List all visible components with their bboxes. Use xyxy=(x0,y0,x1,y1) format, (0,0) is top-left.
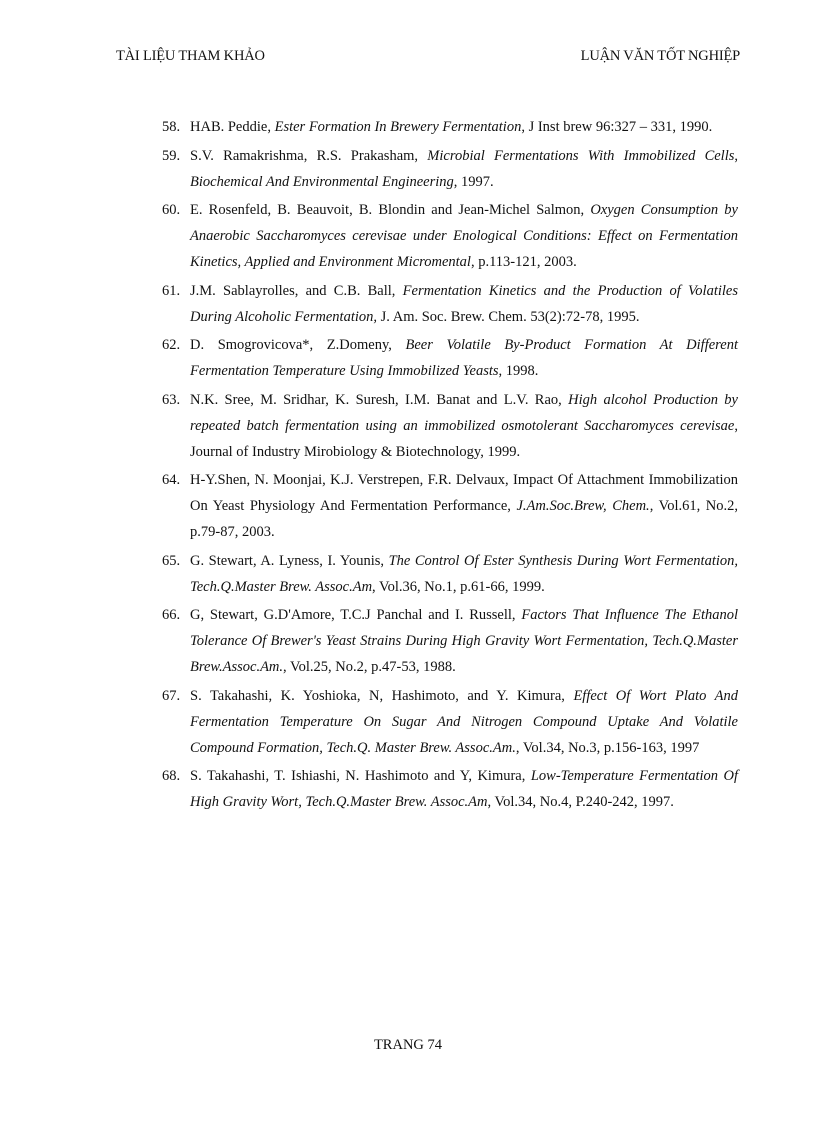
reference-title: Microbial Fermentations With Immobilized Cells xyxy=(427,147,735,164)
reference-details: , Vol.61, No.2, p.79-87, 2003. xyxy=(190,498,738,540)
reference-number: 66. xyxy=(162,607,181,623)
reference-number: 68. xyxy=(162,768,181,784)
reference-number: 65. xyxy=(162,552,181,569)
reference-item xyxy=(162,197,738,275)
reference-authors: G, Stewart, G.D'Amore, T.C.J Panchal and I. Russell, xyxy=(190,607,522,623)
reference-authors: S.V. Ramakrishma, R.S. Prakasham, xyxy=(190,147,428,164)
reference-item xyxy=(162,332,738,384)
reference-title: Fermentation Kinetics and the Production of Volatiles During Alcoholic Fermentation, xyxy=(190,282,738,325)
reference-number: 61. xyxy=(162,282,181,299)
reference-title: High alcohol Production by repeated batch fermentation using an immobilized osmotolerant Saccharomyces cerevisae xyxy=(190,391,738,434)
reference-title: J.Am.Soc.Brew, Chem. xyxy=(516,498,650,514)
reference-item xyxy=(162,278,738,330)
reference-number: 63. xyxy=(162,391,181,408)
reference-item xyxy=(162,602,738,680)
reference-authors: S. Takahashi, T. Ishiashi, N. Hashimoto and Y, Kimura, xyxy=(190,768,531,784)
reference-title: Effect Of Wort Plato And Fermentation Temperature On Sugar And Nitrogen Compound Uptake And Volatile Compound Formation, Tech.Q. Master Brew. Assoc.Am. xyxy=(190,687,738,756)
reference-separator: , xyxy=(734,147,739,164)
reference-authors: G. Stewart, A. Lyness, I. Younis, xyxy=(190,552,389,569)
reference-number: 67. xyxy=(162,687,181,704)
reference-title: Ester Formation In Brewery Fermentation xyxy=(274,119,522,135)
reference-number: 59. xyxy=(162,147,181,164)
reference-item xyxy=(162,387,738,465)
page-header xyxy=(116,48,740,70)
reference-details: , Vol.34, No.3, p.156-163, 1997 xyxy=(515,739,700,756)
reference-authors: D. Smogrovicova*, Z.Domeny, xyxy=(190,337,406,353)
reference-item xyxy=(162,763,738,815)
reference-authors: E. Rosenfeld, B. Beauvoit, B. Blondin and Jean-Michel Salmon, xyxy=(190,202,591,218)
reference-number: 60. xyxy=(162,202,181,218)
reference-details: , Vol.36, No.1, p.61-66, 1999. xyxy=(372,578,545,595)
reference-title: Factors That Influence The Ethanol Tolerance Of Brewer's Yeast Strains During High Gravity Wort Fermentation, Tech.Q.Master Brew.Assoc.Am. xyxy=(190,607,738,675)
reference-title: Beer Volatile By-Product Formation At Different Fermentation Temperature Using Immobilized Yeasts xyxy=(190,337,738,379)
reference-number: 58. xyxy=(162,119,181,135)
header-right-title: LUẬN VĂN TỐT NGHIỆP xyxy=(580,48,740,64)
reference-authors: S. Takahashi, K. Yoshioka, N, Hashimoto, and Y. Kimura, xyxy=(190,687,574,704)
header-left-title: TÀI LIỆU THAM KHẢO xyxy=(116,48,265,64)
reference-item xyxy=(162,467,738,545)
page-number: TRANG 74 xyxy=(373,1037,443,1053)
reference-title-secondary: Biochemical And Environmental Engineering xyxy=(190,173,454,190)
reference-number: 64. xyxy=(162,472,181,488)
reference-authors: HAB. Peddie, xyxy=(190,119,275,135)
reference-details: , J Inst brew 96:327 – 331, 1990. xyxy=(521,119,713,135)
reference-authors: H-Y.Shen, N. Moonjai, K.J. Verstrepen, F.R. Delvaux, Impact Of Attachment Immobilization On Yeast Physiology And Fermentation Performance, xyxy=(190,472,738,514)
reference-details: J. Am. Soc. Brew. Chem. 53(2):72-78, 1995. xyxy=(377,308,640,325)
reference-number: 62. xyxy=(162,337,181,353)
reference-item xyxy=(162,548,738,600)
reference-details: , Journal of Industry Mirobiology & Biotechnology, 1999. xyxy=(190,417,738,460)
reference-title: Oxygen Consumption by Anaerobic Saccharomyces cerevisae under Enological Conditions: Effect on Fermentation Kinetics, Applied and Environment Micromental xyxy=(190,202,738,270)
reference-details: , p.113-121, 2003. xyxy=(470,254,577,270)
reference-item xyxy=(162,683,738,761)
reference-details: , Vol.25, No.2, p.47-53, 1988. xyxy=(283,659,456,675)
reference-list xyxy=(162,114,738,818)
reference-authors: J.M. Sablayrolles, and C.B. Ball, xyxy=(190,282,403,299)
reference-title: The Control Of Ester Synthesis During Wort Fermentation, Tech.Q.Master Brew. Assoc.Am xyxy=(190,552,738,595)
reference-authors: N.K. Sree, M. Sridhar, K. Suresh, I.M. Banat and L.V. Rao, xyxy=(190,391,569,408)
reference-item xyxy=(162,114,738,140)
reference-details: , 1997. xyxy=(453,173,494,190)
reference-item xyxy=(162,143,738,195)
reference-details: , 1998. xyxy=(498,363,539,379)
reference-title: Low-Temperature Fermentation Of High Gravity Wort, Tech.Q.Master Brew. Assoc.Am xyxy=(190,768,739,810)
reference-details: , Vol.34, No.4, P.240-242, 1997. xyxy=(487,794,674,810)
